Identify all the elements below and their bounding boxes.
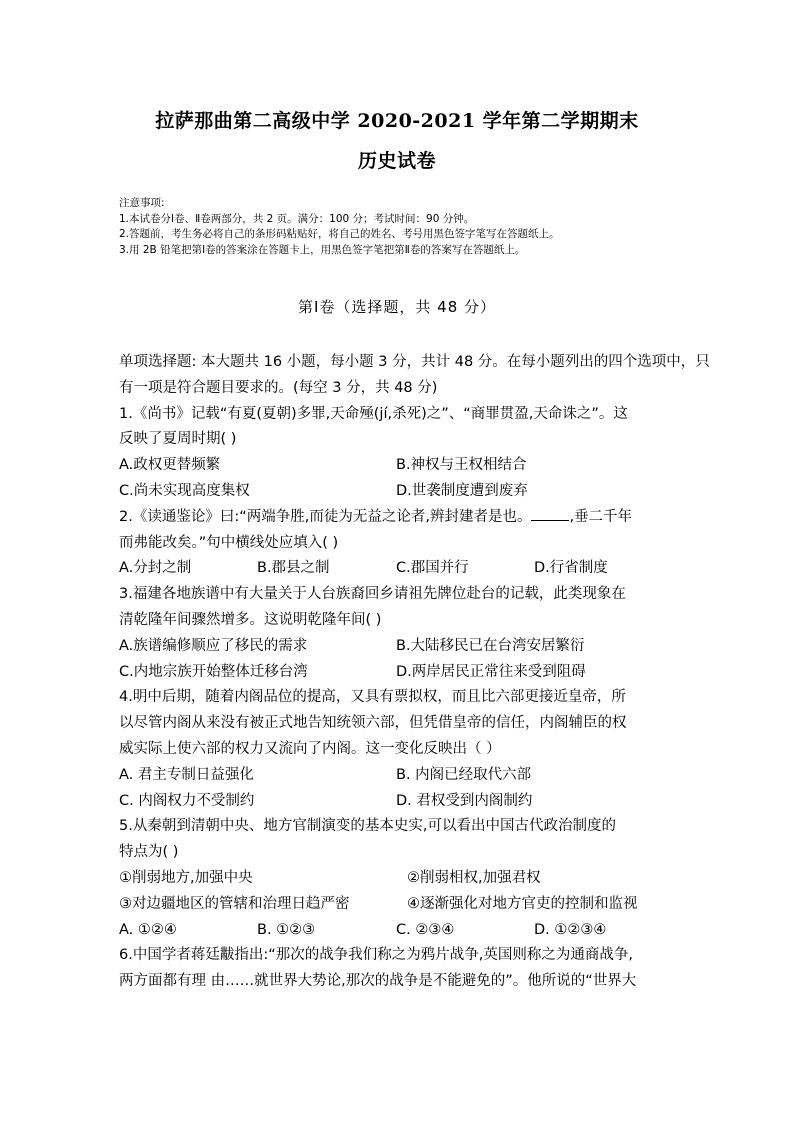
question-stem bbox=[119, 505, 689, 531]
option-c: C. ②③④ bbox=[396, 921, 455, 938]
option-d: D.两岸居民正常往来受到阻碍 bbox=[396, 663, 586, 680]
option-row bbox=[119, 918, 689, 944]
question-stem: 4.明中后期，随着内阁品位的提高，又具有票拟权，而且比六部更接近皇帝，所 bbox=[119, 689, 626, 706]
question-stem: 威实际上使六部的权力又流向了内阁。这一变化反映出（ ） bbox=[119, 740, 501, 757]
option-a: A.政权更替频繁 bbox=[119, 457, 221, 474]
statement-item: ②削弱相权,加强君权 bbox=[407, 869, 541, 886]
option-row bbox=[119, 763, 689, 789]
option-b: B.神权与王权相结合 bbox=[396, 457, 527, 474]
option-row bbox=[119, 660, 689, 686]
option-d: D. 君权受到内阁制约 bbox=[396, 792, 533, 809]
question-stem: 3.福建各地族谱中有大量关于人台族裔回乡请祖先牌位赴台的记载，此类现象在 bbox=[119, 586, 626, 603]
option-b: B.郡县之制 bbox=[257, 560, 330, 577]
option-d: D.行省制度 bbox=[534, 560, 608, 577]
option-d: D. ①②③④ bbox=[534, 921, 607, 938]
exam-subtitle: 历史试卷 bbox=[357, 150, 436, 172]
statement-row bbox=[119, 866, 689, 892]
intro-line: 有一项是符合题目要求的。(每空 3 分，共 48 分) bbox=[119, 379, 438, 396]
notes-item: 1.本试卷分Ⅰ卷、Ⅱ卷两部分，共 2 页。满分：100 分；考试时间：90 分钟。 bbox=[119, 212, 475, 225]
question-stem: 5.从秦朝到清朝中央、地方官制演变的基本史实,可以看出中国古代政治制度的 bbox=[119, 818, 616, 835]
option-row bbox=[119, 789, 689, 815]
option-row bbox=[119, 453, 689, 479]
notes-item: 3.用 2B 铅笔把第Ⅰ卷的答案涂在答题卡上，用黑色签字笔把第Ⅱ卷的答案写在答题纸上。 bbox=[119, 243, 526, 256]
option-b: B. 内阁已经取代六部 bbox=[396, 766, 532, 783]
option-a: A. 君主专制日益强化 bbox=[119, 766, 254, 783]
option-c: C.郡国并行 bbox=[396, 560, 469, 577]
option-b: B. ①②③ bbox=[257, 921, 316, 938]
section-title: 第Ⅰ卷（选择题，共 48 分） bbox=[297, 298, 497, 316]
option-c: C.尚未实现高度集权 bbox=[119, 482, 250, 499]
question-stem: 特点为( ) bbox=[119, 844, 179, 861]
option-c: C.内地宗族开始整体迁移台湾 bbox=[119, 663, 308, 680]
statement-item: ③对边疆地区的管辖和治理日趋严密 bbox=[119, 895, 350, 912]
question-stem: 反映了夏周时期( ) bbox=[119, 431, 237, 448]
notes-heading: 注意事项: bbox=[119, 197, 165, 209]
option-a: A.族谱编修顺应了移民的需求 bbox=[119, 637, 308, 654]
option-b: B.大陆移民已在台湾安居繁衍 bbox=[396, 637, 585, 654]
stem-part: ,垂二千年 bbox=[569, 508, 633, 525]
notes-block bbox=[119, 196, 689, 258]
question-stem: 两方面都有理 由……就世界大势论,那次的战争是不能避免的”。他所说的“世界大 bbox=[119, 973, 637, 990]
intro-line: 单项选择题: 本大题共 16 小题，每小题 3 分，共计 48 分。在每小题列出的四个选项中，只 bbox=[119, 354, 710, 370]
question-stem: 1.《尚书》记载“有夏(夏朝)多罪,天命殛(jí,杀死)之”、“商罪贯盈,天命诛之”。这 bbox=[119, 405, 628, 422]
notes-item: 2.答题前，考生务必将自己的条形码粘贴好，将自己的姓名、考号用黑色签字笔写在答题纸上。 bbox=[119, 228, 560, 240]
question-body bbox=[119, 350, 710, 995]
option-d: D.世袭制度遭到废弃 bbox=[396, 482, 528, 499]
question-stem: 而弗能改矣。”句中横线处应填入( ) bbox=[119, 534, 339, 551]
option-a: A. ①②④ bbox=[119, 921, 177, 938]
stem-part: 2.《读通鉴论》曰:“两端争胜,而徒为无益之论者,辨封建者是也。 bbox=[119, 508, 532, 525]
option-row bbox=[119, 479, 689, 505]
option-row bbox=[119, 556, 689, 582]
question-stem: 清乾隆年间骤然增多。这说明乾隆年间( ) bbox=[119, 611, 382, 628]
fill-blank bbox=[531, 506, 569, 521]
question-stem: 6.中国学者蒋廷黻指出:“那次的战争我们称之为鸦片战争,英国则称之为通商战争, bbox=[119, 947, 633, 964]
statement-row bbox=[119, 892, 689, 918]
option-a: A.分封之制 bbox=[119, 560, 192, 577]
statement-item: ①削弱地方,加强中央 bbox=[119, 869, 253, 886]
question-stem: 以尽管内阁从来没有被正式地告知统领六部，但凭借皇帝的信任，内阁辅臣的权 bbox=[119, 715, 627, 732]
option-c: C. 内阁权力不受制约 bbox=[119, 792, 255, 809]
option-row bbox=[119, 634, 689, 660]
exam-title: 拉萨那曲第二高级中学 2020-2021 学年第二学期期末 bbox=[155, 110, 639, 132]
statement-item: ④逐渐强化对地方官吏的控制和监视 bbox=[407, 895, 638, 912]
